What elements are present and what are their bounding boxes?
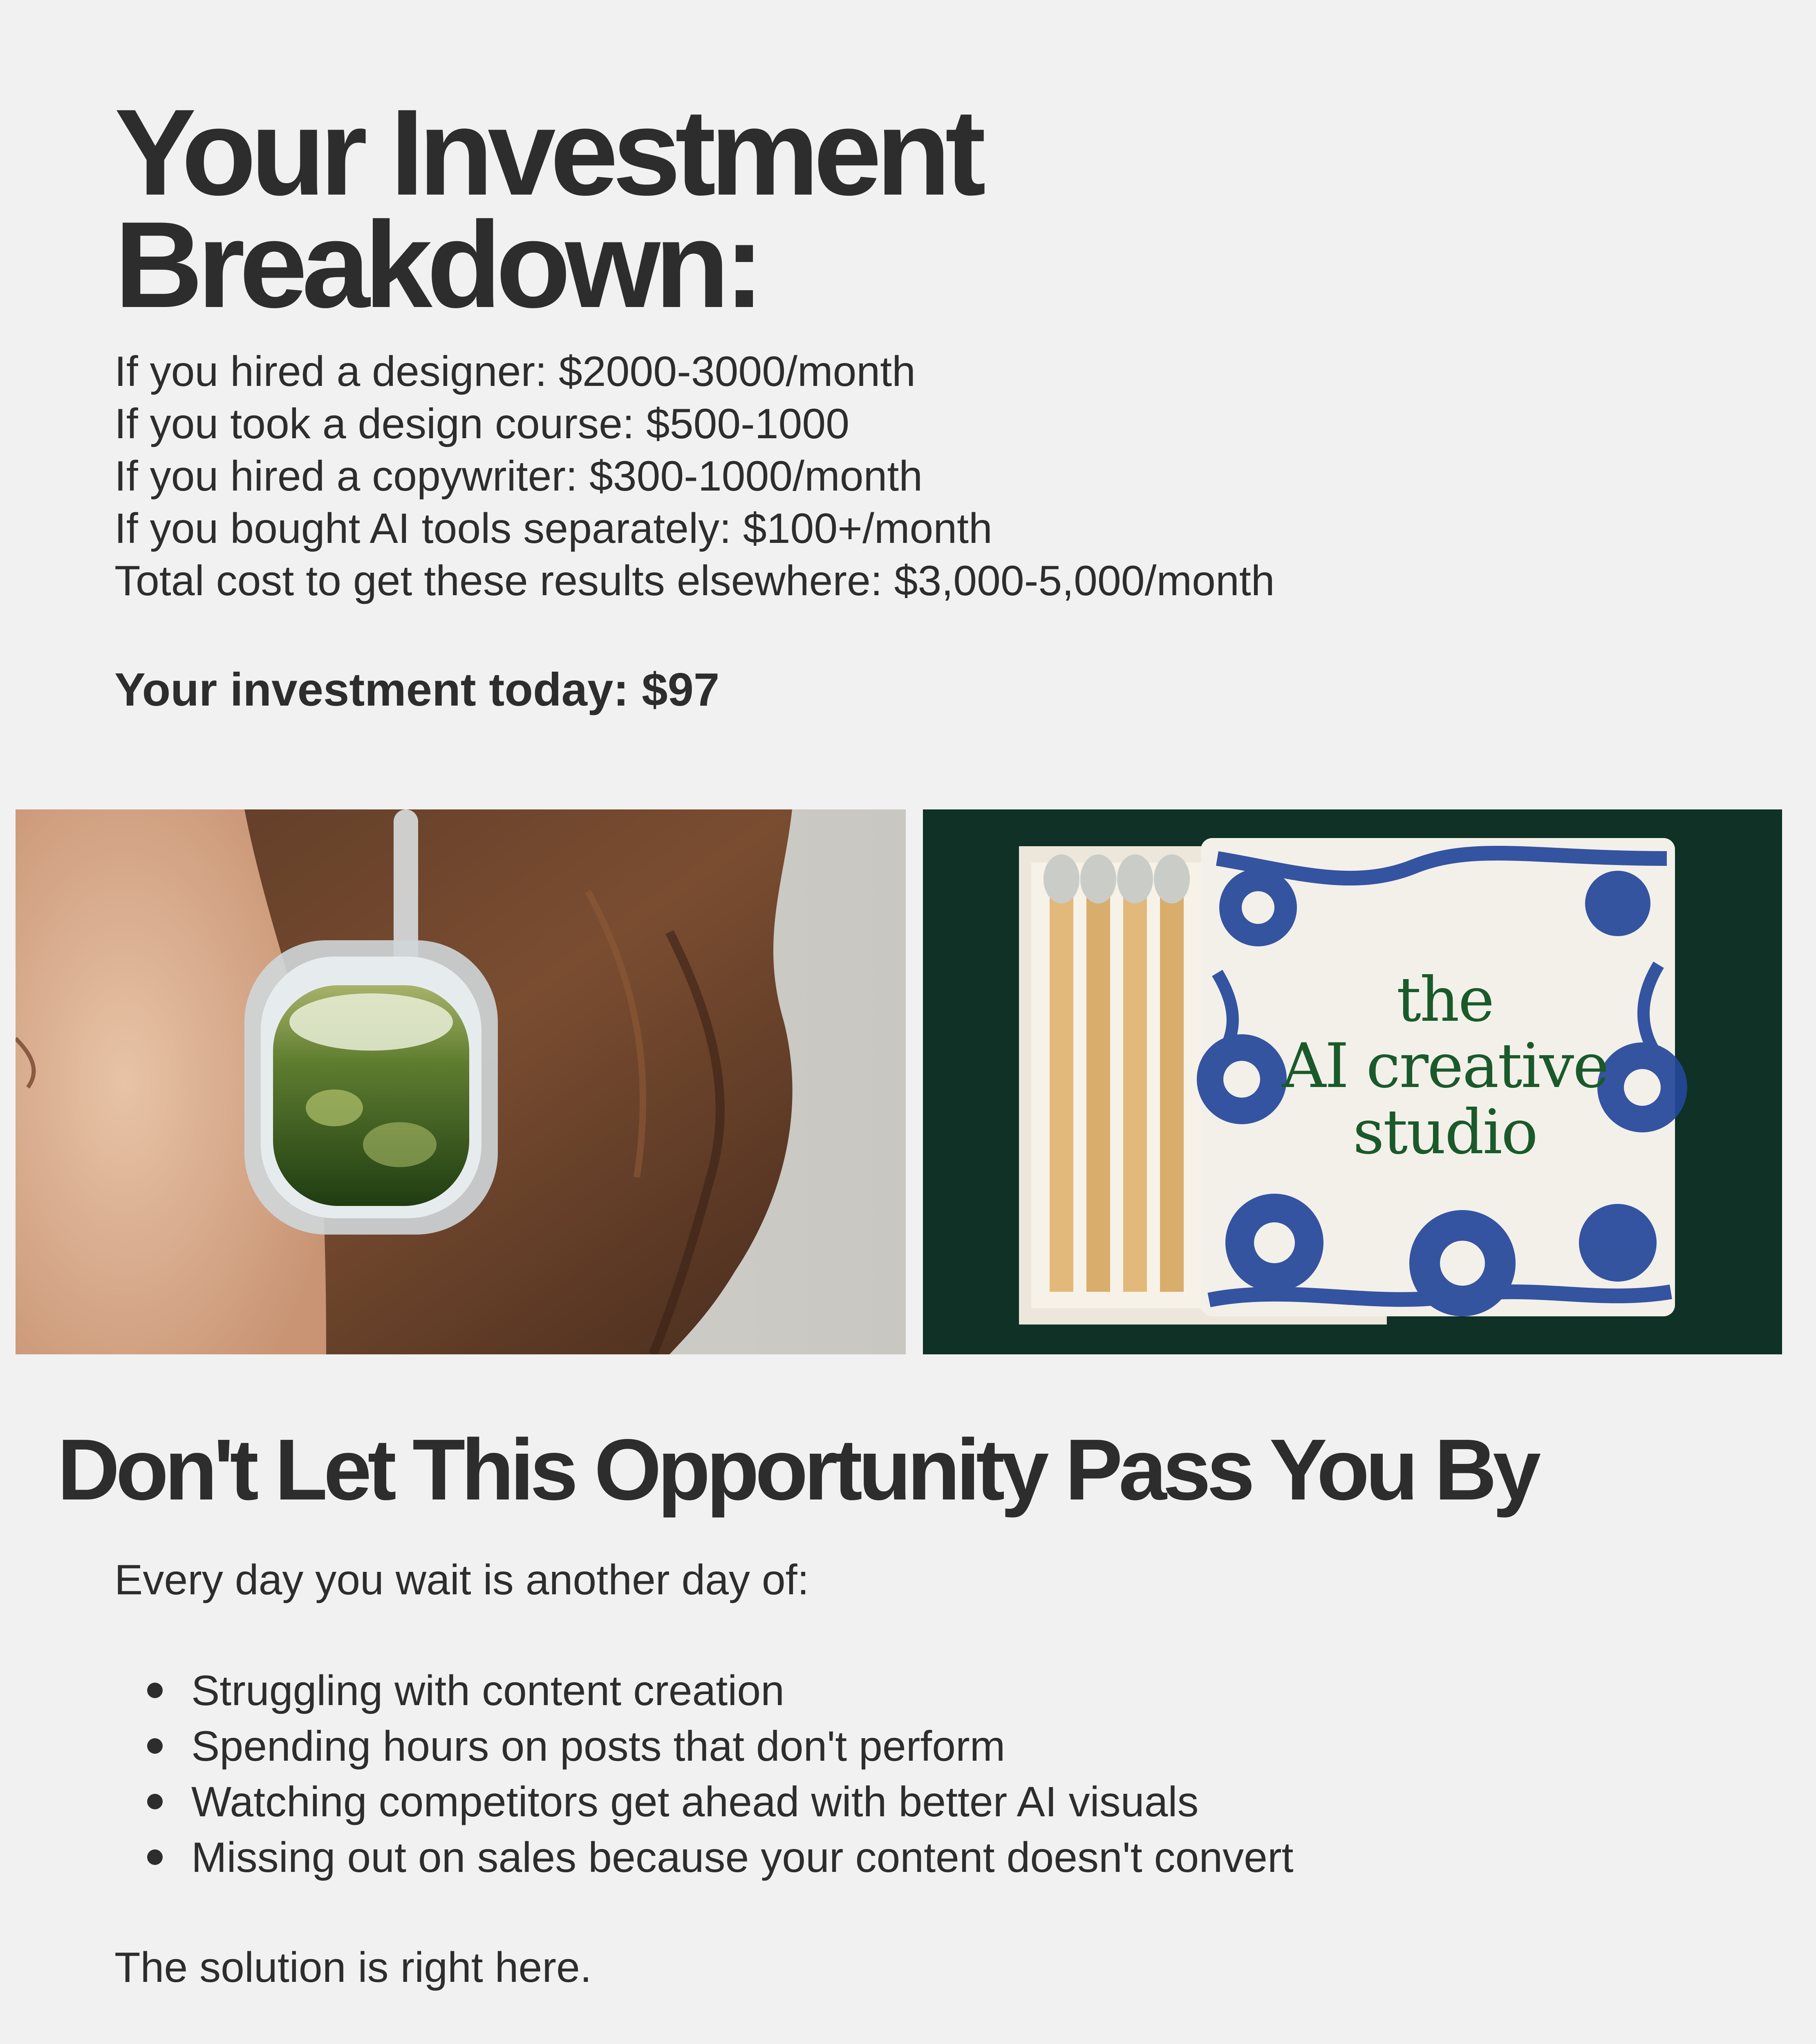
investment-today: Your investment today: $97	[114, 664, 720, 716]
brand-line-3: studio	[1352, 1097, 1537, 1168]
matchbox-brand-text	[1198, 964, 1692, 1168]
bullet-icon	[147, 1794, 163, 1809]
list-item	[139, 1830, 1294, 1885]
list-item-text: Missing out on sales because your content doesn't convert	[191, 1834, 1294, 1881]
bullet-icon	[147, 1738, 163, 1754]
brand-line-2: AI creative	[1282, 1031, 1608, 1102]
cost-total: Total cost to get these results elsewhere: $3,000-5,000/month	[114, 557, 1275, 605]
title-line-2: Breakdown:	[114, 196, 759, 333]
cost-comparison-list	[114, 345, 1586, 607]
intro-text: Every day you wait is another day of:	[114, 1556, 809, 1604]
bullet-icon	[147, 1683, 163, 1698]
list-item	[139, 1774, 1294, 1830]
bullet-icon	[147, 1849, 163, 1865]
page-title	[114, 83, 1341, 333]
title-line-1: Your Investment	[114, 83, 981, 221]
cost-item: If you bought AI tools separately: $100+/month	[114, 505, 992, 552]
cost-item: If you hired a designer: $2000-3000/month	[114, 348, 916, 395]
solution-text: The solution is right here.	[114, 1944, 592, 1991]
cost-item: If you hired a copywriter: $300-1000/month	[114, 453, 923, 500]
pain-points-list	[139, 1663, 1294, 1885]
headphones-photo	[16, 809, 906, 1354]
cost-item: If you took a design course: $500-1000	[114, 400, 850, 448]
list-item-text: Watching competitors get ahead with better AI visuals	[191, 1778, 1199, 1826]
list-item-text: Struggling with content creation	[191, 1667, 785, 1715]
brand-line-1: the	[1396, 964, 1494, 1035]
list-item	[139, 1663, 1294, 1719]
list-item	[139, 1719, 1294, 1774]
section-heading: Don't Let This Opportunity Pass You By	[57, 1421, 1537, 1518]
list-item-text: Spending hours on posts that don't perform	[191, 1723, 1005, 1770]
